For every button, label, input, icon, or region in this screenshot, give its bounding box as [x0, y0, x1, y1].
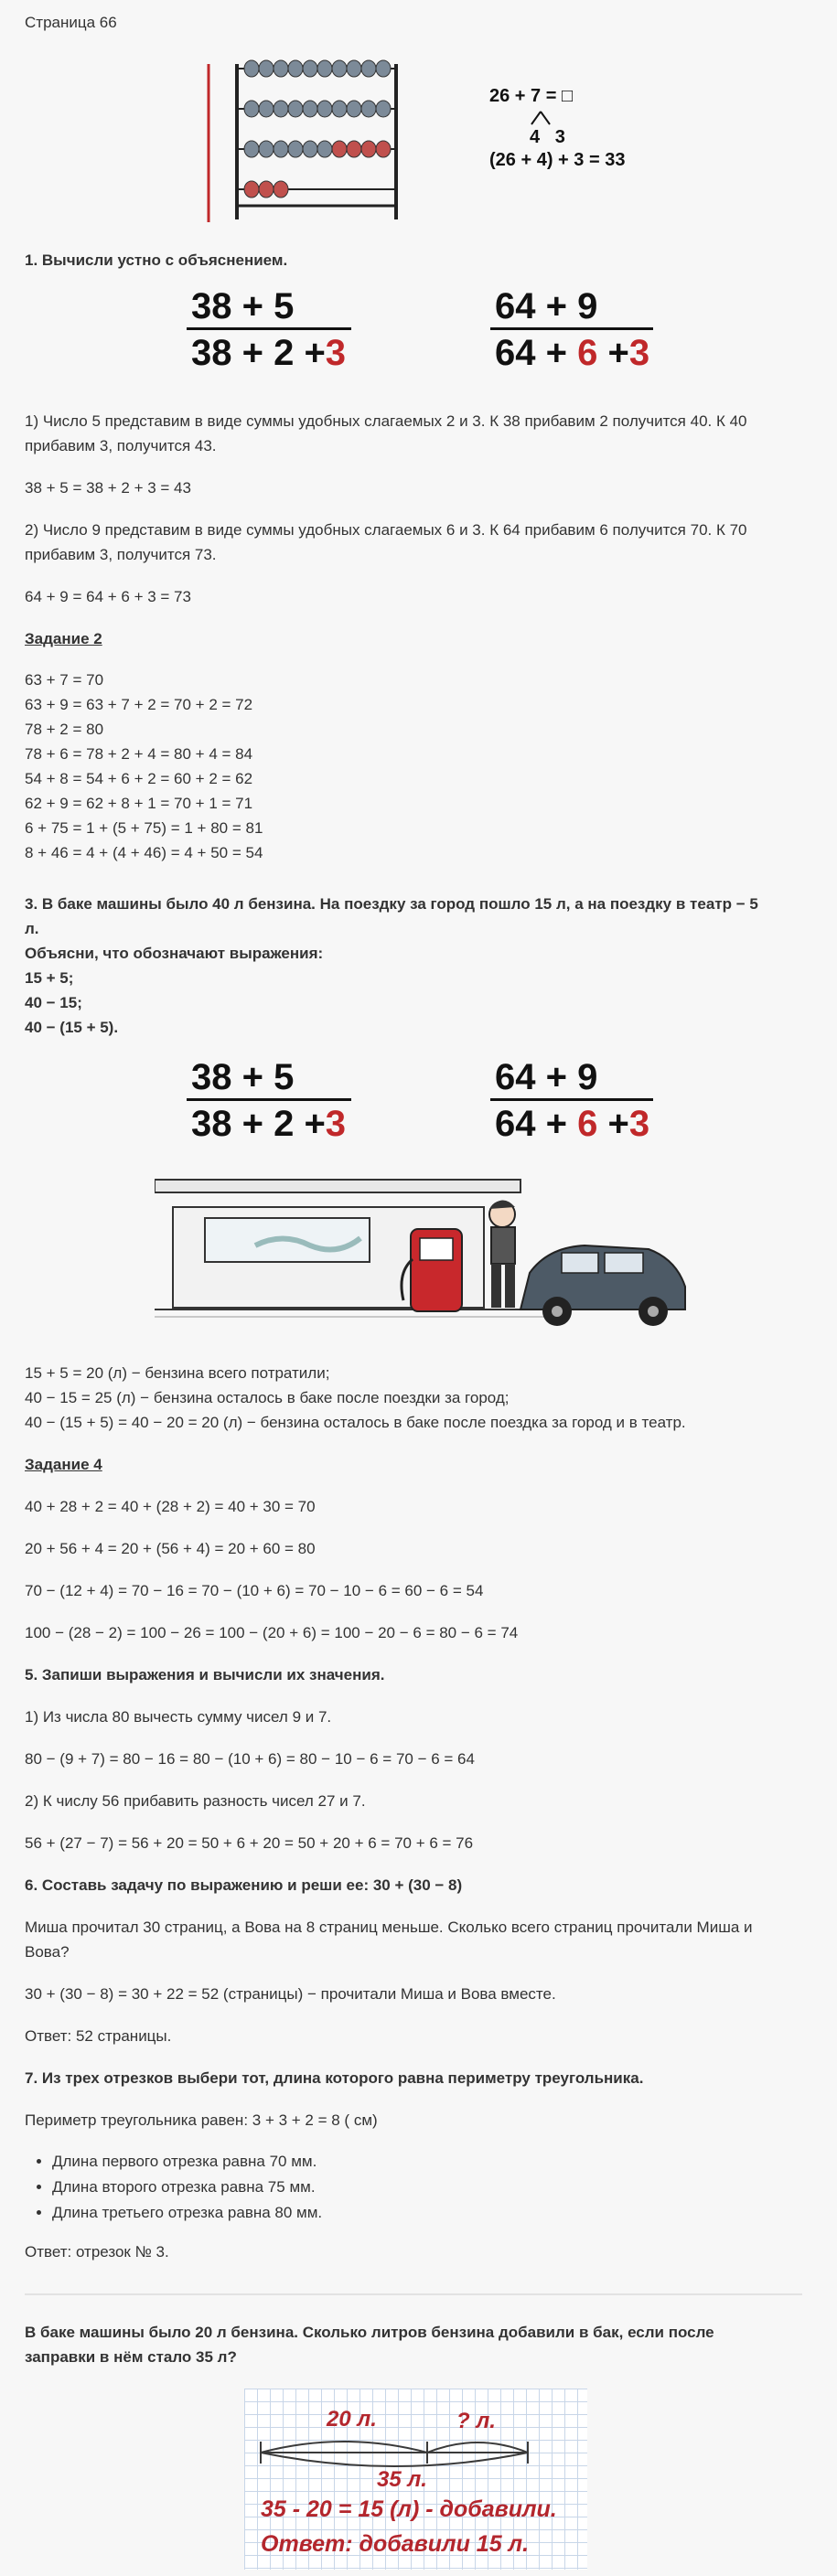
task2-line: 8 + 46 = 4 + (4 + 46) = 4 + 50 = 54 — [25, 844, 263, 861]
task2-line: 63 + 7 = 70 — [25, 671, 104, 689]
task8-title — [25, 2320, 714, 2369]
task3-title-line-5: 40 − 15; — [25, 994, 82, 1011]
label-left-segment: 20 л. — [327, 2407, 377, 2432]
task1-expression-a — [166, 285, 354, 376]
abacus-bead — [376, 60, 391, 77]
expression-a-red-part: 3 — [325, 1104, 347, 1144]
page-header: Страница 66 — [25, 14, 117, 31]
task1-expression-b — [487, 285, 674, 376]
task3-title-line-1: 3. В баке машины было 40 л бензина. На поездку за город пошло 15 л, а на поездку в театр − 5 — [25, 895, 758, 913]
section-divider — [25, 2293, 802, 2295]
task1-title: 1. Вычисли устно с объяснением. — [25, 251, 288, 269]
abacus-bead — [303, 101, 317, 117]
abacus-bead — [274, 101, 288, 117]
expression-b-bottom-text: 64 + — [495, 333, 567, 373]
task1-paragraph-2-line-1: 2) Число 9 представим в виде суммы удобных слагаемых 6 и 3. К 64 прибавим 6 получится 70. К 70 — [25, 521, 747, 539]
task3-answers — [25, 1361, 686, 1435]
task3-title-line-3: Объясни, что обозначают выражения: — [25, 945, 324, 962]
expression-a-top: 38 + 5 — [191, 1057, 295, 1097]
task5-prompt-1: 1) Из числа 80 вычесть сумму чисел 9 и 7. — [25, 1708, 332, 1726]
expression-b-plus: + — [607, 1104, 629, 1144]
abacus-bead — [332, 141, 347, 157]
abacus-bead — [361, 101, 376, 117]
task6-problem-line-2: Вова? — [25, 1943, 70, 1961]
equation-split: 4 3 — [530, 127, 565, 147]
expression-b-red-part-2: 3 — [628, 1104, 650, 1144]
task3-expression-b — [487, 1056, 674, 1147]
equation-line-3: (26 + 4) + 3 = 33 — [489, 150, 626, 170]
task2-line: 54 + 8 = 54 + 6 + 2 = 60 + 2 = 62 — [25, 770, 253, 787]
abacus-bead — [288, 101, 303, 117]
task6-solution: 30 + (30 − 8) = 30 + 22 = 52 (страницы) − прочитали Миша и Вова вместе. — [25, 1985, 556, 2003]
task4-line: 40 + 28 + 2 = 40 + (28 + 2) = 40 + 30 = 70 — [25, 1498, 316, 1515]
abacus-bead — [376, 101, 391, 117]
equation-line-1: 26 + 7 = □ — [489, 86, 574, 106]
abacus-bead — [259, 181, 274, 198]
handwritten-solution-line: 35 - 20 = 15 (л) - добавили. — [261, 2496, 557, 2522]
expression-b-top: 64 + 9 — [495, 286, 598, 326]
abacus-bead — [274, 141, 288, 157]
list-item: • Длина второго отрезка равна 75 мм. — [52, 2175, 322, 2200]
expression-b-red-part-1: 6 — [577, 1104, 598, 1144]
handwritten-answer-line: Ответ: добавили 15 л. — [261, 2531, 530, 2557]
expression-a-red-part: 3 — [325, 333, 347, 373]
task4-title: Задание 4 — [25, 1456, 102, 1473]
task6-title: 6. Составь задачу по выражению и реши ее: 30 + (30 − 8) — [25, 1876, 463, 1894]
task3-title — [25, 892, 758, 1040]
abacus-equation — [489, 84, 625, 172]
abacus-bead — [288, 141, 303, 157]
abacus-bead — [303, 60, 317, 77]
task1-paragraph-1-line-1: 1) Число 5 представим в виде суммы удобных слагаемых 2 и 3. К 38 прибавим 2 получится 40. К 40 — [25, 412, 747, 430]
expression-a-bottom — [166, 330, 354, 376]
abacus-bead — [317, 141, 332, 157]
gas-station-illustration — [155, 1172, 703, 1337]
task8-title-line-1: В баке машины было 20 л бензина. Сколько литров бензина добавили в бак, если после — [25, 2324, 714, 2341]
task2-line: 63 + 9 = 63 + 7 + 2 = 70 + 2 = 72 — [25, 696, 253, 713]
task7-answer: Ответ: отрезок № 3. — [25, 2243, 169, 2261]
list-item: • Длина первого отрезка равна 70 мм. — [52, 2149, 322, 2175]
task5-prompt-2: 2) К числу 56 прибавить разность чисел 27 и 7. — [25, 1792, 366, 1810]
expression-b-red-part-1: 6 — [577, 333, 598, 373]
task7-title: 7. Из трех отрезков выбери тот, длина которого равна периметру треугольника. — [25, 2069, 644, 2087]
split-mark — [528, 108, 564, 126]
handwritten-solution — [244, 2389, 587, 2570]
expression-a-top: 38 + 5 — [191, 286, 295, 326]
task5-title: 5. Запиши выражения и вычисли их значения. — [25, 1666, 385, 1683]
abacus-illustration — [178, 59, 425, 224]
task1-equation-2: 64 + 9 = 64 + 6 + 3 = 73 — [25, 588, 191, 605]
abacus-bead — [376, 141, 391, 157]
task3-title-line-4: 15 + 5; — [25, 969, 74, 987]
task3-title-line-6: 40 − (15 + 5). — [25, 1019, 119, 1036]
list-item: • Длина третьего отрезка равна 80 мм. — [52, 2200, 322, 2226]
task2-line: 6 + 75 = 1 + (5 + 75) = 1 + 80 = 81 — [25, 819, 263, 837]
expression-b-red-part-2: 3 — [628, 333, 650, 373]
task1-equation-1: 38 + 5 = 38 + 2 + 3 = 43 — [25, 479, 191, 497]
expression-a-bottom — [166, 1101, 354, 1147]
abacus-bead — [259, 141, 274, 157]
abacus-bead — [361, 141, 376, 157]
abacus-bead — [244, 141, 259, 157]
task3-answer-line: 40 − 15 = 25 (л) − бензина осталось в баке после поездки за город; — [25, 1389, 510, 1406]
abacus-bead — [259, 60, 274, 77]
task4-line: 100 − (28 − 2) = 100 − 26 = 100 − (20 + 6) = 100 − 20 − 6 = 80 − 6 = 74 — [25, 1624, 519, 1641]
abacus-bead — [244, 101, 259, 117]
abacus-bead — [274, 181, 288, 198]
task4-line: 20 + 56 + 4 = 20 + (56 + 4) = 20 + 60 = 80 — [25, 1540, 316, 1557]
expression-b-plus: + — [607, 333, 629, 373]
abacus-bead — [332, 60, 347, 77]
task4-line: 70 − (12 + 4) = 70 − 16 = 70 − (10 + 6) = 70 − 10 − 6 = 60 − 6 = 54 — [25, 1582, 484, 1599]
abacus-bead — [317, 101, 332, 117]
task2-line: 62 + 9 = 62 + 8 + 1 = 70 + 1 = 71 — [25, 795, 253, 812]
task7-perimeter: Периметр треугольника равен: 3 + 3 + 2 = 8 ( см) — [25, 2111, 378, 2129]
task3-answer-line: 40 − (15 + 5) = 40 − 20 = 20 (л) − бензина осталось в баке после поездка за город и в театр. — [25, 1414, 686, 1431]
task2-list — [25, 668, 263, 865]
task7-segment-list — [25, 2149, 322, 2226]
task2-line: 78 + 2 = 80 — [25, 721, 104, 738]
task1-paragraph-2-line-2: прибавим 3, получится 73. — [25, 546, 217, 563]
task3-expression-a — [166, 1056, 354, 1147]
abacus-bead — [347, 101, 361, 117]
expression-a-bottom-text: 38 + 2 + — [191, 1104, 326, 1144]
abacus-bead — [259, 101, 274, 117]
task5-expression-1: 80 − (9 + 7) = 80 − 16 = 80 − (10 + 6) = 80 − 10 − 6 = 70 − 6 = 64 — [25, 1750, 475, 1768]
abacus-bead — [244, 181, 259, 198]
abacus-bead — [274, 60, 288, 77]
label-total: 35 л. — [377, 2467, 427, 2492]
task3-answer-line: 15 + 5 = 20 (л) − бензина всего потратили; — [25, 1364, 330, 1382]
label-right-segment: ? л. — [456, 2409, 496, 2433]
task2-line: 78 + 6 = 78 + 2 + 4 = 80 + 4 = 84 — [25, 745, 253, 763]
abacus-bead — [347, 60, 361, 77]
task6-problem-line-1: Миша прочитал 30 страниц, а Вова на 8 страниц меньше. Сколько всего страниц прочитали Миша и — [25, 1919, 753, 1936]
abacus-bead — [361, 60, 376, 77]
expression-b-bottom — [487, 1101, 674, 1147]
task1-paragraph-1-line-2: прибавим 3, получится 43. — [25, 437, 217, 454]
task6-answer: Ответ: 52 страницы. — [25, 2027, 172, 2045]
task3-title-line-2: л. — [25, 920, 39, 937]
task8-title-line-2: заправки в нём стало 35 л? — [25, 2348, 237, 2366]
task5-expression-2: 56 + (27 − 7) = 56 + 20 = 50 + 6 + 20 = 50 + 20 + 6 = 70 + 6 = 76 — [25, 1834, 474, 1852]
expression-b-bottom-text: 64 + — [495, 1104, 567, 1144]
abacus-bead — [317, 60, 332, 77]
abacus-bead — [332, 101, 347, 117]
expression-a-bottom-text: 38 + 2 + — [191, 333, 326, 373]
abacus-bead — [244, 60, 259, 77]
task2-title: Задание 2 — [25, 630, 102, 647]
abacus-bead — [288, 60, 303, 77]
expression-b-bottom — [487, 330, 674, 376]
abacus-bead — [347, 141, 361, 157]
expression-b-top: 64 + 9 — [495, 1057, 598, 1097]
abacus-bead — [303, 141, 317, 157]
